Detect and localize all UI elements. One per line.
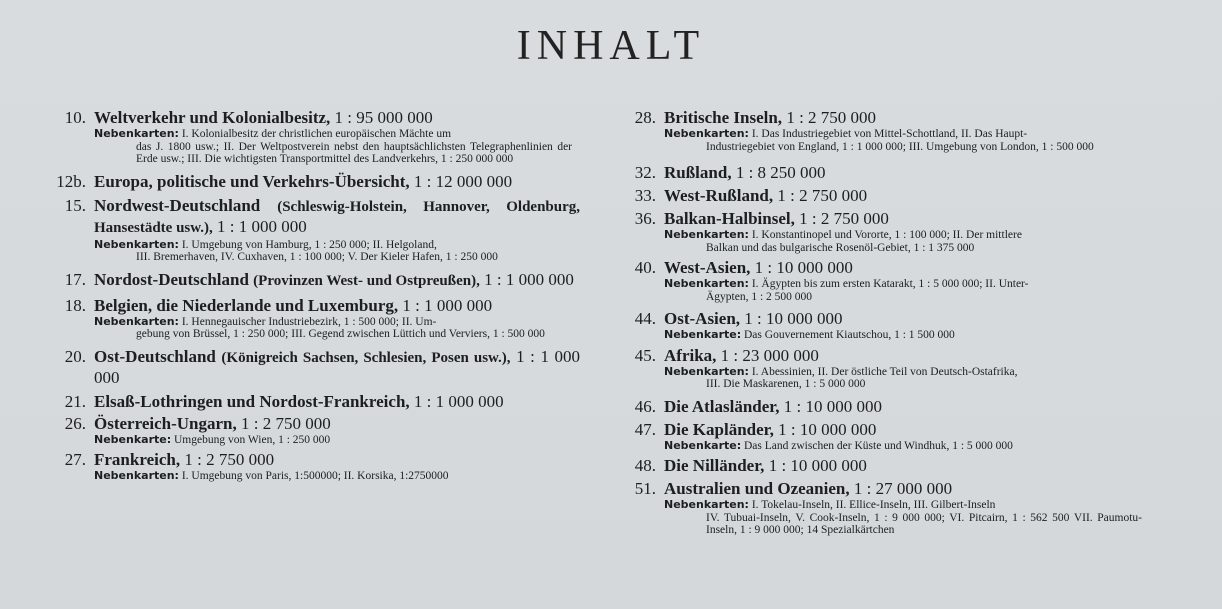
map-title: Australien und Ozeanien, — [664, 479, 850, 498]
inset-text-continued: das J. 1800 usw.; II. Der Weltpostverein nebst den hauptsächlichsten Telegraphenlinien der Erde usw.; III. Die wichtigsten Transportmittel des Landverkehrs, 1 : 250 000 000 — [136, 140, 572, 165]
map-title-line — [94, 108, 580, 127]
inset-text: I. Kolonialbesitz der christlichen europäischen Mächte um — [181, 128, 452, 140]
toc-entry — [40, 392, 580, 411]
toc-entry — [610, 456, 1150, 475]
inset-text: I. Abessinien, II. Der östliche Teil von Deutsch-Ostafrika, — [751, 365, 1018, 378]
map-scale: 1 : 8 250 000 — [735, 163, 826, 182]
map-scale: 1 : 1 000 000 — [484, 269, 574, 289]
map-title: Afrika, — [664, 345, 717, 365]
map-title-line — [94, 392, 580, 411]
map-title-line — [664, 186, 1150, 205]
toc-entry — [40, 347, 580, 387]
inset-maps — [664, 329, 1150, 342]
map-title: Die Kapländer, — [664, 419, 774, 439]
inset-text: I. Tokelau-Inseln, II. Ellice-Inseln, III. Gilbert-Inseln — [751, 499, 996, 511]
map-number: 17. — [64, 269, 86, 289]
inset-label: Nebenkarten: — [664, 277, 749, 290]
toc-entry — [40, 172, 580, 191]
inset-maps — [664, 366, 1150, 391]
map-title: Frankreich, — [94, 450, 181, 469]
toc-entry — [610, 163, 1150, 182]
inset-maps — [664, 278, 1150, 303]
map-title-line — [664, 479, 1150, 498]
map-subtitle: (Provinzen West- und Ostpreußen), — [253, 272, 480, 289]
page-title: INHALT — [516, 23, 706, 69]
inset-label: Nebenkarten: — [94, 237, 179, 251]
inset-text-continued: III. Bremerhaven, IV. Cuxhaven, 1 : 100 000; V. Der Kieler Hafen, 1 : 250 000 — [136, 251, 498, 263]
map-title: Balkan-Halbinsel, — [664, 209, 795, 228]
inset-maps — [94, 316, 580, 341]
map-number: 28. — [634, 108, 656, 127]
inset-maps — [94, 470, 580, 483]
toc-column-right — [610, 108, 1150, 541]
map-scale: 1 : 2 750 000 — [241, 413, 331, 433]
toc-entry — [40, 414, 580, 447]
toc-entry — [610, 420, 1150, 453]
map-scale: 1 : 10 000 000 — [778, 419, 877, 439]
map-number: 48. — [634, 456, 656, 475]
inset-label: Nebenkarten: — [664, 364, 749, 378]
inset-text: Das Land zwischen der Küste und Windhuk, 1 : 5 000 000 — [744, 439, 1013, 452]
map-title: West-Asien, — [664, 258, 751, 277]
map-scale: 1 : 10 000 000 — [754, 258, 853, 277]
inset-maps — [664, 440, 1150, 453]
toc-entry — [610, 186, 1150, 205]
toc-entry — [40, 270, 580, 291]
inset-maps — [94, 128, 580, 166]
map-title-line — [94, 347, 580, 387]
inset-text: Das Gouvernement Kiautschou, 1 : 1 500 000 — [744, 329, 955, 341]
inset-text-continued: Balkan und das bulgarische Rosenöl-Gebiet, 1 : 1 375 000 — [706, 241, 975, 254]
inset-label: Nebenkarten: — [94, 314, 179, 328]
toc-entry — [610, 309, 1150, 342]
map-title: Europa, politische und Verkehrs-Übersicht, — [94, 171, 410, 191]
inset-label: Nebenkarten: — [94, 469, 179, 482]
inset-text: Umgebung von Wien, 1 : 250 000 — [174, 433, 331, 446]
map-number: 32. — [634, 163, 656, 182]
inset-label: Nebenkarten: — [94, 127, 179, 140]
map-title: Nordwest-Deutschland — [94, 195, 261, 215]
toc-entry — [610, 479, 1150, 537]
toc-entry — [610, 108, 1150, 153]
map-title: Die Atlasländer, — [664, 396, 780, 416]
inset-text: I. Hennegauischer Industriebezirk, 1 : 500 000; II. Um- — [181, 315, 437, 328]
toc-entry — [40, 108, 580, 166]
map-title: Britische Inseln, — [664, 108, 783, 127]
inset-text: I. Das Industriegebiet von Mittel-Schottland, II. Das Haupt- — [751, 128, 1028, 140]
map-title: Ost-Deutschland — [94, 346, 216, 366]
map-title: Weltverkehr und Kolonialbesitz, — [94, 108, 331, 127]
map-scale: 1 : 12 000 000 — [413, 171, 513, 191]
map-title: Die Nilländer, — [664, 456, 765, 475]
map-scale: 1 : 2 750 000 — [777, 186, 868, 205]
map-number: 36. — [634, 209, 656, 228]
toc-entry — [40, 196, 580, 264]
map-scale: 1 : 10 000 000 — [768, 456, 867, 475]
inset-label: Nebenkarten: — [664, 228, 749, 241]
map-scale: 1 : 1 000 000 — [413, 391, 504, 411]
map-number: 20. — [64, 346, 86, 366]
map-number: 26. — [64, 413, 86, 433]
map-title-line — [664, 397, 1150, 416]
map-title-line — [94, 296, 580, 315]
map-subtitle: (Königreich Sachsen, Schlesien, Posen usw.), — [221, 349, 511, 366]
inset-label: Nebenkarte: — [664, 328, 742, 341]
map-number: 33. — [634, 186, 656, 205]
toc-entry — [610, 346, 1150, 391]
map-number: 51. — [634, 479, 656, 498]
inset-text-continued: III. Die Maskarenen, 1 : 5 000 000 — [706, 378, 866, 390]
toc-entry — [40, 296, 580, 341]
map-scale: 1 : 1 000 000 — [402, 295, 493, 315]
map-scale: 1 : 1 000 000 — [217, 216, 307, 236]
inset-text: I. Umgebung von Hamburg, 1 : 250 000; II. Helgoland, — [181, 238, 437, 251]
inset-label: Nebenkarten: — [664, 127, 749, 140]
map-scale: 1 : 27 000 000 — [853, 479, 953, 498]
map-number: 18. — [64, 295, 86, 315]
map-number: 12b. — [56, 171, 86, 191]
map-scale: 1 : 1 000 000 — [94, 346, 581, 387]
toc-entry — [40, 450, 580, 483]
map-title-line — [94, 172, 580, 191]
map-number: 21. — [64, 391, 86, 411]
map-title-line — [664, 309, 1150, 328]
map-title: Österreich-Ungarn, — [94, 413, 237, 433]
map-scale: 1 : 2 750 000 — [786, 108, 877, 127]
map-number: 44. — [634, 309, 656, 328]
map-scale: 1 : 2 750 000 — [799, 209, 889, 228]
inset-maps — [664, 499, 1150, 537]
toc-entry — [610, 258, 1150, 303]
toc-column-left — [40, 108, 580, 487]
map-title-line — [664, 163, 1150, 182]
inset-text-continued: gebung von Brüssel, 1 : 250 000; III. Gegend zwischen Lüttich und Verviers, 1 : 500 000 — [136, 328, 545, 340]
map-title-line — [664, 346, 1150, 365]
map-number: 10. — [64, 108, 86, 127]
map-title: Nordost-Deutschland — [94, 269, 249, 289]
inset-text-continued: Ägypten, 1 : 2 500 000 — [706, 290, 813, 303]
inset-maps — [94, 239, 580, 264]
inset-label: Nebenkarte: — [664, 438, 742, 452]
inset-text-continued: Industriegebiet von England, 1 : 1 000 000; III. Umgebung von London, 1 : 500 000 — [706, 140, 1094, 153]
map-title-line — [664, 420, 1150, 439]
map-number: 40. — [634, 258, 656, 277]
inset-maps — [664, 128, 1150, 153]
inset-maps — [94, 434, 580, 447]
map-scale: 1 : 2 750 000 — [184, 450, 275, 469]
map-scale: 1 : 10 000 000 — [783, 396, 883, 416]
map-title-line — [94, 270, 580, 291]
map-title-line — [664, 108, 1150, 127]
inset-label: Nebenkarten: — [664, 498, 749, 511]
map-title-line — [664, 456, 1150, 475]
map-scale: 1 : 95 000 000 — [334, 108, 433, 127]
inset-maps — [664, 229, 1150, 254]
map-title-line — [664, 258, 1150, 277]
map-title-line — [94, 450, 580, 469]
map-title: Elsaß-Lothringen und Nordost-Frankreich, — [94, 391, 410, 411]
inset-text-continued: IV. Tubuai-Inseln, V. Cook-Inseln, 1 : 9 000 000; VI. Pitcairn, 1 : 562 500 VII. Paumotu-Inseln, 1 : 9 000 000; 14 Spezialkärtchen — [706, 511, 1142, 536]
inset-text: I. Konstantinopel und Vororte, 1 : 100 000; II. Der mittlere — [751, 229, 1022, 241]
map-title-line — [94, 196, 580, 238]
toc-entry — [610, 209, 1150, 254]
inset-label: Nebenkarte: — [94, 432, 172, 446]
map-title: Rußland, — [664, 163, 732, 182]
map-title: Belgien, die Niederlande und Luxemburg, — [94, 295, 399, 315]
map-number: 15. — [64, 195, 86, 215]
inset-text: I. Ägypten bis zum ersten Katarakt, 1 : 5 000 000; II. Unter- — [751, 278, 1029, 290]
inset-text: I. Umgebung von Paris, 1:500000; II. Korsika, 1:2750000 — [181, 470, 449, 482]
map-subtitle: (Schleswig-Holstein, Hannover, Oldenburg, Hansestädte usw.), — [94, 198, 581, 236]
map-scale: 1 : 10 000 000 — [744, 309, 843, 328]
map-title-line — [664, 209, 1150, 228]
toc-entry — [610, 397, 1150, 416]
map-number: 46. — [634, 396, 656, 416]
map-number: 27. — [64, 450, 86, 469]
map-title-line — [94, 414, 580, 433]
map-number: 45. — [634, 345, 656, 365]
map-number: 47. — [634, 419, 656, 439]
map-scale: 1 : 23 000 000 — [720, 345, 819, 365]
map-title: Ost-Asien, — [664, 309, 741, 328]
map-title: West-Rußland, — [664, 186, 774, 205]
